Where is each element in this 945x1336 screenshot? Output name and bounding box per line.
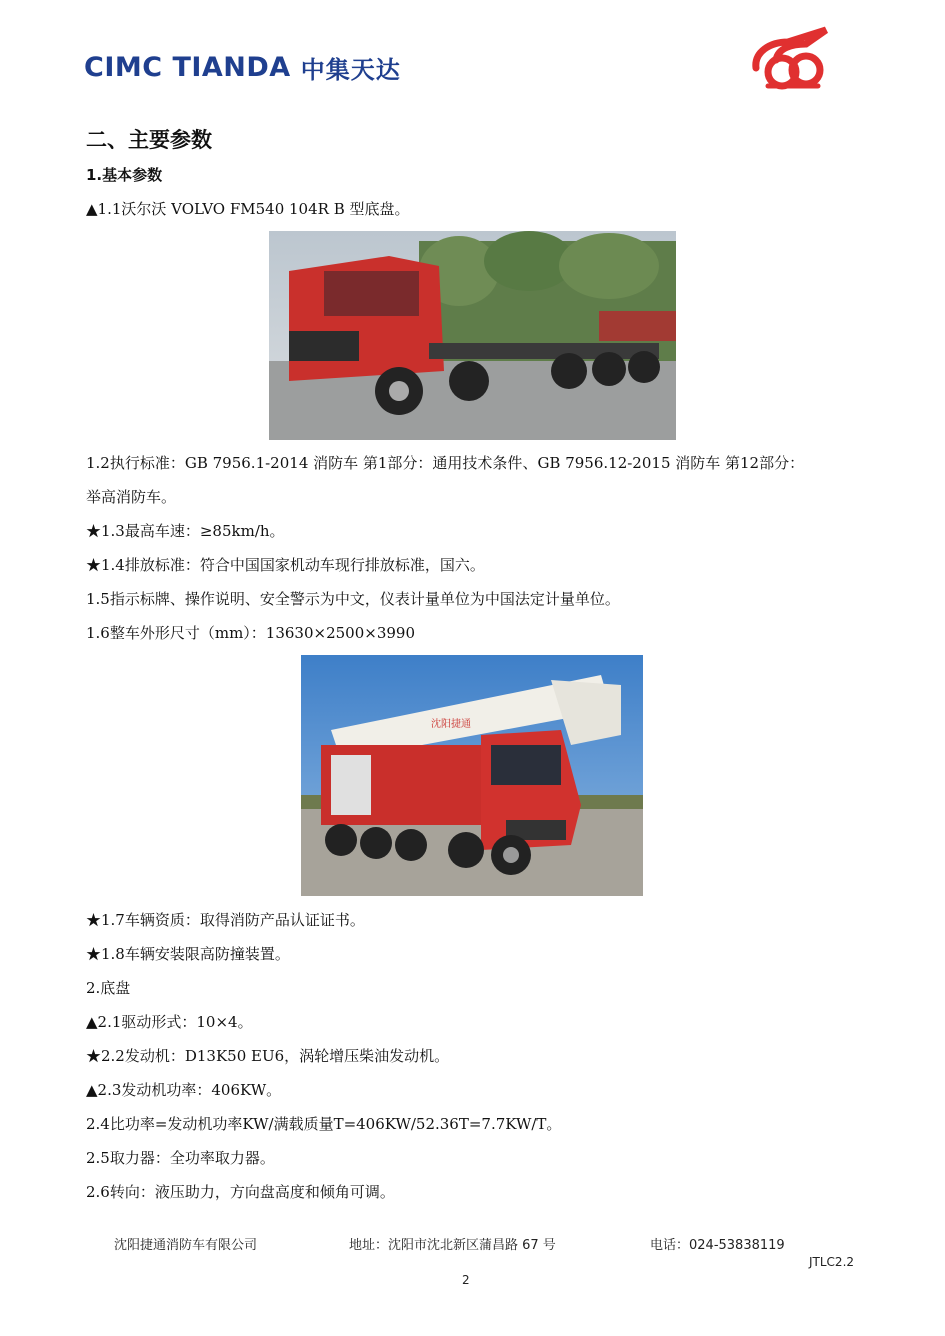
param-1-8: ★1.8车辆安装限高防撞装置。 [86, 945, 290, 963]
param-1-7: ★1.7车辆资质：取得消防产品认证证书。 [86, 911, 365, 929]
brand-name-en: CIMC TIANDA [84, 51, 291, 83]
param-1-4: ★1.4排放标准：符合中国国家机动车现行排放标准，国六。 [86, 556, 485, 574]
footer-company: 沈阳捷通消防车有限公司 [114, 1238, 258, 1253]
param-2-3: ▲2.3发动机功率：406KW。 [86, 1081, 282, 1099]
doc-code: JTLC2.2 [809, 1255, 855, 1269]
footer-phone: 电话：024-53838119 [650, 1238, 785, 1253]
param-1-5: 1.5指示标牌、操作说明、安全警示为中文，仪表计量单位为中国法定计量单位。 [86, 590, 620, 608]
param-2-2: ★2.2发动机：D13K50 EU6，涡轮增压柴油发动机。 [86, 1047, 450, 1065]
chassis-photo [269, 231, 676, 440]
param-1-2-line-2: 举高消防车。 [86, 488, 177, 506]
param-1-1: ▲1.1沃尔沃 VOLVO FM540 104R B 型底盘。 [86, 200, 410, 218]
brand-name-cn: 中集天达 [300, 55, 401, 84]
param-2-6: 2.6转向：液压助力，方向盘高度和倾角可调。 [86, 1183, 395, 1201]
footer-address: 地址：沈阳市沈北新区蒲昌路 67 号 [349, 1238, 556, 1253]
fire-truck-photo [301, 655, 643, 896]
page-number: 2 [462, 1273, 470, 1287]
company-emblem-icon [748, 24, 836, 96]
param-1-3: ★1.3最高车速：≥85km/h。 [86, 522, 285, 540]
subsection-chassis: 2.底盘 [86, 979, 131, 997]
section-title: 二、主要参数 [86, 128, 212, 152]
param-2-5: 2.5取力器：全功率取力器。 [86, 1149, 275, 1167]
company-logo [84, 50, 401, 84]
boom-text: 沈阳捷通 [431, 719, 471, 730]
param-2-4: 2.4比功率=发动机功率KW/满载质量T=406KW/52.36T=7.7KW/T。 [86, 1115, 562, 1133]
subsection-title: 1.基本参数 [86, 166, 163, 184]
param-2-1: ▲2.1驱动形式：10×4。 [86, 1013, 253, 1031]
param-1-2-line-1: 1.2执行标准：GB 7956.1-2014 消防车 第1部分：通用技术条件、GB 7956.12-2015 消防车 第12部分： [86, 454, 805, 472]
param-1-6: 1.6整车外形尺寸（mm）：13630×2500×3990 [86, 624, 416, 642]
